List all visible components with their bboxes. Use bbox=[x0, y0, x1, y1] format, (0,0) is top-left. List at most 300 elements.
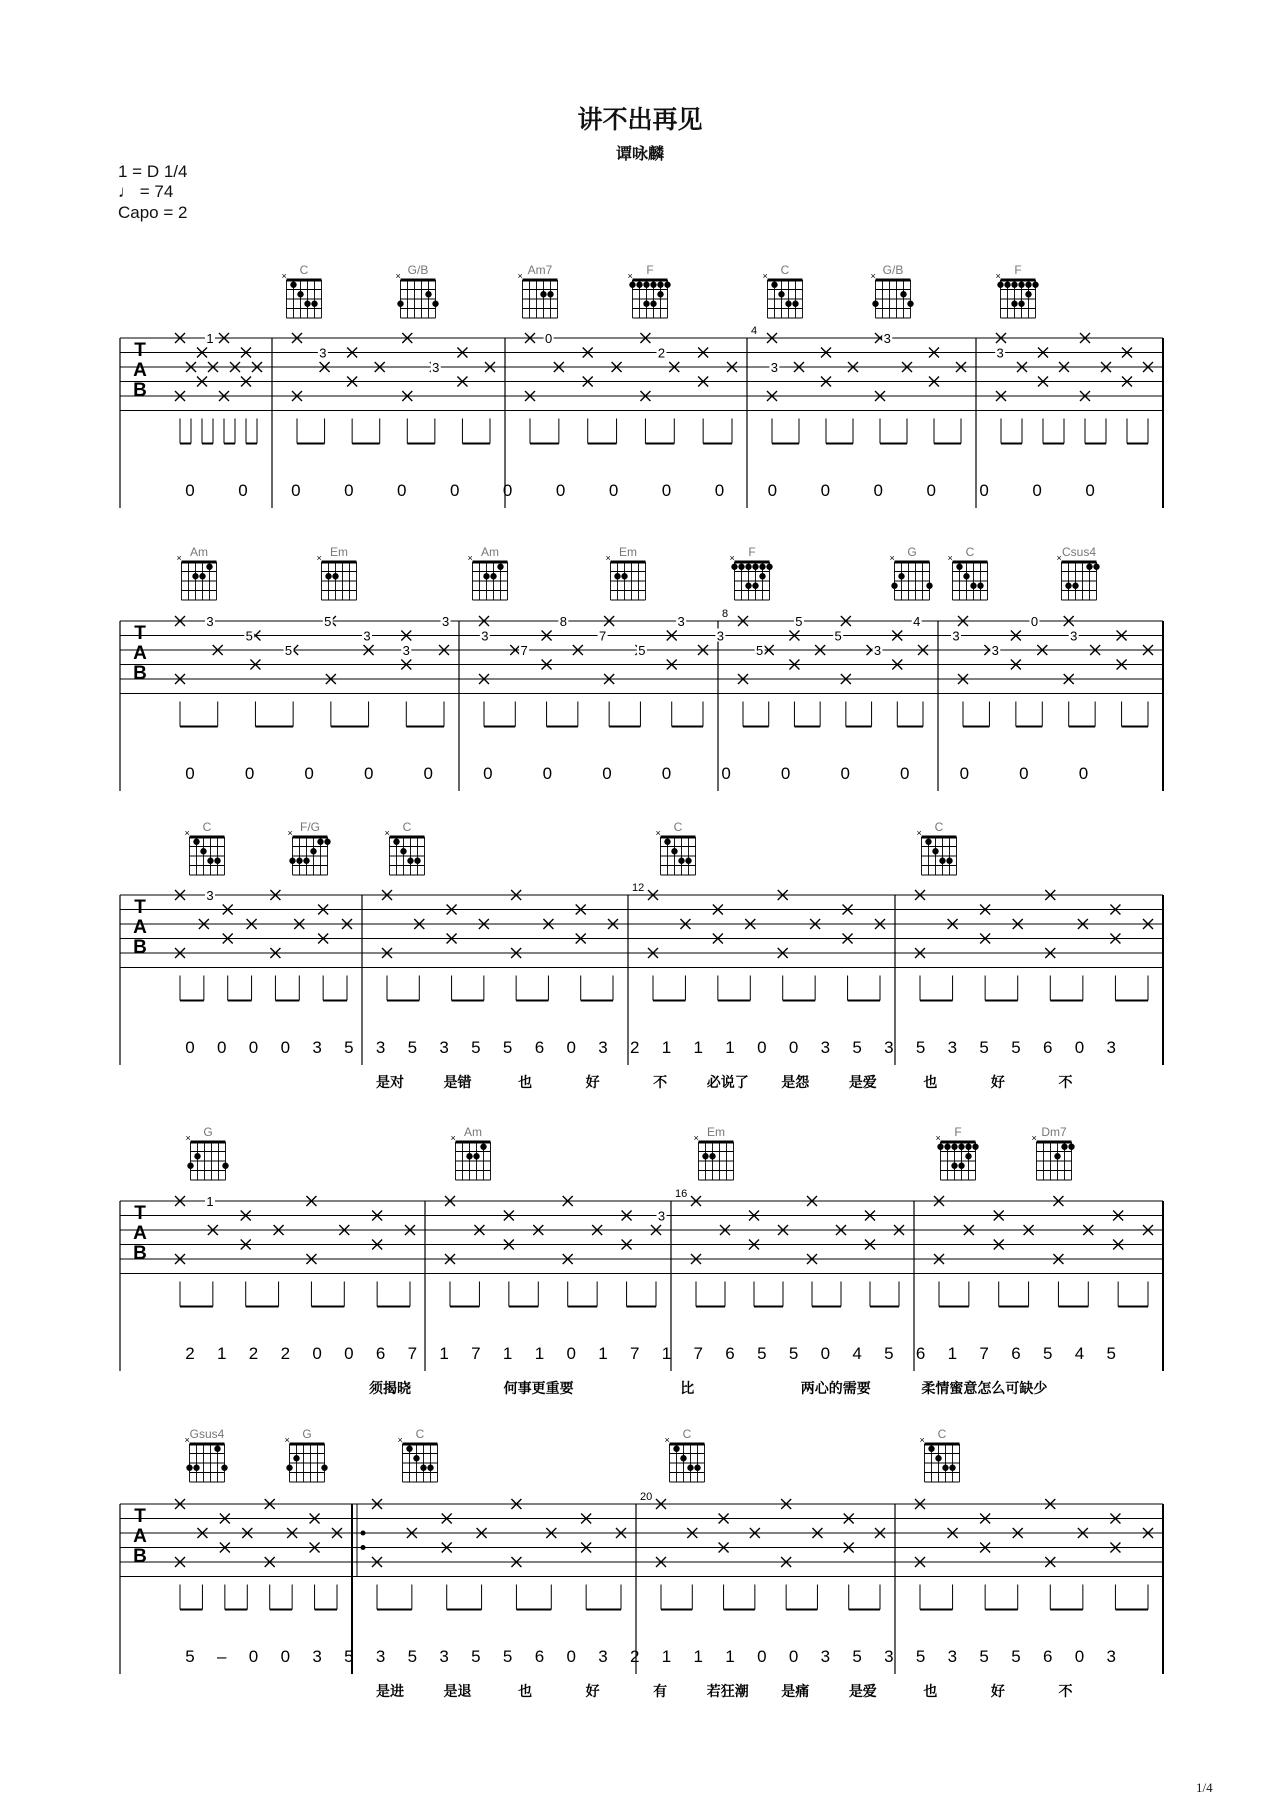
chord-dot bbox=[951, 1163, 957, 1169]
chord-diagram bbox=[385, 828, 425, 875]
chord-diagram bbox=[285, 1435, 328, 1482]
muted-string-icon: × bbox=[517, 271, 523, 281]
chord-dot bbox=[972, 1144, 978, 1150]
jianpu-note: 6 bbox=[534, 1647, 545, 1666]
chord-dot bbox=[939, 858, 945, 864]
chord-diagram bbox=[948, 553, 988, 600]
jianpu-note: – bbox=[217, 1647, 227, 1666]
muted-string-icon: × bbox=[176, 553, 182, 563]
jianpu-note: 3 bbox=[439, 1038, 449, 1057]
chord-dot bbox=[321, 1465, 327, 1471]
jianpu-note: 0 bbox=[873, 481, 884, 500]
chord-name: G bbox=[302, 1427, 312, 1441]
chord-diagram bbox=[996, 271, 1039, 318]
chord-dot bbox=[621, 573, 627, 579]
jianpu-note: 0 bbox=[291, 481, 301, 500]
muted-string-icon: × bbox=[281, 271, 287, 281]
chord-name: C bbox=[780, 263, 790, 277]
chord-dot bbox=[731, 564, 737, 570]
chord-dot bbox=[1011, 282, 1017, 288]
chord-dot bbox=[759, 573, 765, 579]
chord-dot bbox=[1093, 564, 1099, 570]
chord-name: Am bbox=[464, 1125, 482, 1139]
chord-dot bbox=[872, 301, 878, 307]
tab-clef-letter: A bbox=[133, 917, 147, 938]
tab-clef-letter: T bbox=[134, 623, 146, 644]
chord-dot bbox=[785, 301, 791, 307]
lyric-syllable: 是错 bbox=[443, 1075, 472, 1091]
muted-string-icon: × bbox=[384, 828, 390, 838]
chord-diagram bbox=[185, 1435, 228, 1482]
chord-diagram bbox=[665, 1435, 705, 1482]
lyric-syllable: 也 bbox=[518, 1075, 533, 1091]
measure-number: 20 bbox=[640, 1491, 653, 1503]
chord-dot bbox=[332, 573, 338, 579]
jianpu-note: 0 bbox=[185, 764, 195, 783]
jianpu-note: 0 bbox=[926, 481, 936, 500]
chord-name: Am7 bbox=[527, 263, 553, 277]
jianpu-note: 0 bbox=[780, 764, 791, 783]
chord-dot bbox=[325, 573, 331, 579]
chord-dot bbox=[497, 564, 503, 570]
tab-clef-letter: A bbox=[133, 360, 147, 381]
jianpu-note: 1 bbox=[947, 1344, 958, 1363]
chord-name: C bbox=[202, 820, 212, 834]
fret-number: 3 bbox=[873, 643, 882, 658]
chord-dot bbox=[1065, 583, 1071, 589]
muted-string-icon: × bbox=[889, 553, 895, 563]
tab-clef-letter: T bbox=[134, 340, 146, 361]
chord-dot bbox=[671, 848, 677, 854]
lyric-syllable: 好 bbox=[990, 1684, 1005, 1700]
fret-number: 7 bbox=[598, 628, 607, 644]
jianpu-note: 5 bbox=[502, 1038, 513, 1057]
jianpu-note: 5 bbox=[979, 1038, 989, 1057]
chord-dot bbox=[942, 1465, 948, 1471]
chord-diagram bbox=[694, 1133, 734, 1180]
chord-dot bbox=[1054, 1153, 1060, 1159]
jianpu-note: 0 bbox=[248, 1647, 259, 1666]
capo-marking: Capo = 2 bbox=[118, 203, 188, 222]
muted-string-icon: × bbox=[287, 828, 293, 838]
chord-dot bbox=[907, 301, 913, 307]
jianpu-note: 3 bbox=[1106, 1038, 1116, 1057]
jianpu-note: 0 bbox=[757, 1038, 767, 1057]
chord-dot bbox=[752, 564, 758, 570]
chord-dot bbox=[944, 1144, 950, 1150]
lyric-syllable: 是对 bbox=[376, 1075, 404, 1091]
jianpu-note: 0 bbox=[714, 481, 725, 500]
fret-number: 5 bbox=[245, 628, 253, 644]
fret-number: 1 bbox=[206, 331, 214, 346]
jianpu-note: 3 bbox=[947, 1038, 958, 1057]
measure-number: 4 bbox=[751, 325, 758, 337]
jianpu-note: 7 bbox=[693, 1344, 704, 1363]
jianpu-note: 0 bbox=[344, 1344, 354, 1363]
chord-dot bbox=[304, 301, 310, 307]
jianpu-note: 3 bbox=[947, 1647, 958, 1666]
jianpu-note: 0 bbox=[280, 1038, 291, 1057]
chord-dot bbox=[956, 564, 962, 570]
chord-dot bbox=[932, 848, 938, 854]
chord-dot bbox=[963, 573, 969, 579]
chord-dot bbox=[970, 583, 976, 589]
jianpu-note: 5 bbox=[1011, 1647, 1021, 1666]
muted-string-icon: × bbox=[1056, 553, 1062, 563]
muted-string-icon: × bbox=[184, 1435, 190, 1445]
chord-name: Csus4 bbox=[1061, 545, 1097, 559]
chord-dot bbox=[199, 573, 205, 579]
chord-name: Em bbox=[330, 545, 348, 559]
tab-clef-letter: A bbox=[133, 643, 147, 664]
chord-dot bbox=[949, 1465, 955, 1471]
chord-dot bbox=[222, 1163, 228, 1169]
chord-dot bbox=[937, 1144, 943, 1150]
fret-number: 5 bbox=[324, 614, 332, 629]
chord-dot bbox=[432, 301, 438, 307]
chord-dot bbox=[206, 564, 212, 570]
chord-dot bbox=[286, 1465, 292, 1471]
chord-diagram bbox=[1057, 553, 1100, 600]
muted-string-icon: × bbox=[450, 1133, 456, 1143]
chord-dot bbox=[187, 1163, 193, 1169]
chord-dot bbox=[407, 858, 413, 864]
chord-dot bbox=[891, 583, 897, 589]
fret-number: 3 bbox=[441, 614, 450, 629]
chord-dot bbox=[752, 583, 758, 589]
lyric-syllable: 柔情蜜意怎么可缺少 bbox=[921, 1381, 1048, 1397]
chord-name: C bbox=[402, 820, 412, 834]
jianpu-note: 2 bbox=[185, 1344, 195, 1363]
chord-dot bbox=[778, 291, 784, 297]
lyric-syllable: 也 bbox=[923, 1684, 938, 1700]
chord-name: F bbox=[646, 263, 654, 277]
jianpu-note: 0 bbox=[721, 764, 731, 783]
lyric-syllable: 两心的需要 bbox=[800, 1381, 871, 1397]
fret-number: 5 bbox=[284, 643, 293, 658]
chord-dot bbox=[702, 1153, 708, 1159]
jianpu-note: 0 bbox=[1019, 764, 1029, 783]
chord-dot bbox=[400, 848, 406, 854]
chord-dot bbox=[759, 564, 765, 570]
jianpu-note: 5 bbox=[502, 1647, 513, 1666]
chord-dot bbox=[771, 282, 777, 288]
chord-dot bbox=[193, 1465, 199, 1471]
fret-number: 1 bbox=[206, 1194, 214, 1209]
tab-clef-letter: B bbox=[133, 663, 147, 684]
jianpu-note: 0 bbox=[542, 764, 553, 783]
jianpu-note: 0 bbox=[661, 481, 672, 500]
fret-number: 3 bbox=[402, 643, 410, 658]
chord-dot bbox=[483, 573, 489, 579]
chord-name: C bbox=[673, 820, 683, 834]
muted-string-icon: × bbox=[316, 553, 322, 563]
muted-string-icon: × bbox=[916, 828, 922, 838]
tab-clef-letter: T bbox=[134, 897, 146, 918]
muted-string-icon: × bbox=[395, 271, 401, 281]
lyric-syllable: 是爱 bbox=[848, 1075, 877, 1091]
chord-name: Em bbox=[619, 545, 637, 559]
jianpu-note: 3 bbox=[439, 1647, 449, 1666]
chord-dot bbox=[221, 1465, 227, 1471]
chord-dot bbox=[473, 1153, 479, 1159]
jianpu-note: 3 bbox=[375, 1038, 386, 1057]
muted-string-icon: × bbox=[693, 1133, 699, 1143]
chord-dot bbox=[311, 301, 317, 307]
chord-dot bbox=[1018, 301, 1024, 307]
key-signature: 1 = D 1/4 bbox=[118, 162, 188, 181]
measure-number: 16 bbox=[675, 1188, 688, 1200]
chord-dot bbox=[951, 1144, 957, 1150]
chord-dot bbox=[200, 848, 206, 854]
fret-number: 3 bbox=[883, 331, 891, 346]
chord-dot bbox=[1061, 1144, 1067, 1150]
jianpu-note: 0 bbox=[185, 1038, 195, 1057]
jianpu-note: 0 bbox=[788, 1038, 799, 1057]
chord-name: F bbox=[1014, 263, 1022, 277]
jianpu-note: 5 bbox=[1106, 1344, 1116, 1363]
jianpu-note: 5 bbox=[407, 1038, 418, 1057]
chord-name: Am bbox=[190, 545, 208, 559]
chord-dot bbox=[1032, 282, 1038, 288]
chord-dot bbox=[745, 583, 751, 589]
lyric-syllable: 是痛 bbox=[781, 1684, 810, 1700]
jianpu-note: 3 bbox=[598, 1038, 608, 1057]
fret-number: 2 bbox=[657, 345, 666, 361]
jianpu-note: 3 bbox=[312, 1647, 322, 1666]
chord-dot bbox=[650, 301, 656, 307]
jianpu-note: 0 bbox=[820, 1344, 831, 1363]
chord-dot bbox=[324, 839, 330, 845]
lyric-syllable: 不 bbox=[653, 1075, 668, 1091]
jianpu-note: 0 bbox=[661, 764, 672, 783]
chord-dot bbox=[297, 291, 303, 297]
chord-diagram bbox=[185, 828, 225, 875]
tab-clef-letter: A bbox=[133, 1223, 147, 1244]
jianpu-note: 2 bbox=[629, 1038, 640, 1057]
chord-diagram bbox=[606, 553, 646, 600]
jianpu-note: 0 bbox=[602, 764, 612, 783]
chord-name: C bbox=[934, 820, 944, 834]
chord-diagram bbox=[288, 828, 331, 875]
fret-number: 3 bbox=[657, 1208, 666, 1224]
chord-name: Em bbox=[707, 1125, 725, 1139]
chord-dot bbox=[792, 301, 798, 307]
lyric-syllable: 好 bbox=[585, 1075, 600, 1091]
chord-dot bbox=[207, 858, 213, 864]
jianpu-note: 1 bbox=[725, 1647, 735, 1666]
jianpu-note: 5 bbox=[852, 1647, 862, 1666]
chord-dot bbox=[1018, 282, 1024, 288]
jianpu-note: 1 bbox=[217, 1344, 227, 1363]
chord-dot bbox=[643, 301, 649, 307]
chord-name: F bbox=[954, 1125, 962, 1139]
jianpu-note: 5 bbox=[915, 1038, 926, 1057]
tab-clef-letter: T bbox=[134, 1506, 146, 1527]
jianpu-note: 1 bbox=[725, 1038, 735, 1057]
fret-number: 5 bbox=[795, 614, 803, 629]
chord-dot bbox=[685, 858, 691, 864]
jianpu-note: 6 bbox=[375, 1344, 386, 1363]
chord-dot bbox=[935, 1455, 941, 1461]
jianpu-note: 3 bbox=[312, 1038, 322, 1057]
chord-dot bbox=[680, 1455, 686, 1461]
jianpu-note: 0 bbox=[566, 1344, 576, 1363]
fret-number: 3 bbox=[363, 628, 371, 644]
tab-clef-letter: T bbox=[134, 1203, 146, 1224]
chord-diagram bbox=[518, 271, 558, 318]
chord-diagram bbox=[282, 271, 322, 318]
chord-dot bbox=[1086, 564, 1092, 570]
jianpu-note: 3 bbox=[820, 1647, 831, 1666]
chord-dot bbox=[293, 1455, 299, 1461]
chord-diagram bbox=[398, 1435, 438, 1482]
jianpu-note: 0 bbox=[788, 1647, 799, 1666]
chord-dot bbox=[694, 1465, 700, 1471]
lyric-syllable: 好 bbox=[990, 1075, 1005, 1091]
chord-dot bbox=[186, 1465, 192, 1471]
chord-diagram bbox=[730, 553, 773, 600]
jianpu-note: 5 bbox=[407, 1647, 418, 1666]
muted-string-icon: × bbox=[919, 1435, 925, 1445]
chord-dot bbox=[643, 282, 649, 288]
chord-name: G/B bbox=[407, 263, 429, 277]
chord-dot bbox=[310, 848, 316, 854]
chord-diagram bbox=[1032, 1133, 1075, 1180]
jianpu-note: 0 bbox=[217, 1038, 227, 1057]
tab-clef-letter: B bbox=[133, 1546, 147, 1567]
chord-dot bbox=[977, 583, 983, 589]
jianpu-note: 0 bbox=[449, 481, 460, 500]
jianpu-note: 3 bbox=[1106, 1647, 1116, 1666]
muted-string-icon: × bbox=[627, 271, 633, 281]
jianpu-note: 0 bbox=[555, 481, 566, 500]
fret-number: 5 bbox=[834, 628, 842, 644]
page-number: 1/4 bbox=[1196, 1780, 1213, 1795]
jianpu-note: 0 bbox=[1085, 481, 1095, 500]
jianpu-note: 5 bbox=[1042, 1344, 1053, 1363]
chord-diagram bbox=[396, 271, 439, 318]
chord-dot bbox=[745, 564, 751, 570]
chord-diagram bbox=[920, 1435, 960, 1482]
muted-string-icon: × bbox=[655, 828, 661, 838]
fret-number: 3 bbox=[1070, 628, 1078, 644]
lyric-syllable: 必说了 bbox=[706, 1075, 749, 1091]
lyric-syllable: 是爱 bbox=[848, 1684, 877, 1700]
artist-name: 谭咏麟 bbox=[615, 144, 664, 163]
muted-string-icon: × bbox=[185, 1133, 191, 1143]
jianpu-note: 5 bbox=[757, 1344, 767, 1363]
fret-number: 3 bbox=[991, 643, 999, 658]
chord-dot bbox=[766, 564, 772, 570]
chord-name: C bbox=[415, 1427, 425, 1441]
chord-diagram bbox=[468, 553, 508, 600]
chord-dot bbox=[657, 282, 663, 288]
jianpu-note: 0 bbox=[502, 481, 513, 500]
chord-dot bbox=[664, 839, 670, 845]
jianpu-note: 0 bbox=[312, 1344, 322, 1363]
tab-clef-letter: B bbox=[133, 380, 147, 401]
jianpu-note: 5 bbox=[185, 1647, 195, 1666]
lyric-syllable: 是进 bbox=[376, 1684, 404, 1700]
lyric-syllable: 有 bbox=[653, 1684, 668, 1700]
lyric-syllable: 是怨 bbox=[781, 1075, 810, 1091]
jianpu-note: 0 bbox=[608, 481, 619, 500]
chord-diagram bbox=[871, 271, 914, 318]
fret-number: 3 bbox=[677, 614, 685, 629]
muted-string-icon: × bbox=[935, 1133, 941, 1143]
chord-diagram bbox=[628, 271, 671, 318]
jianpu-note: 1 bbox=[661, 1038, 672, 1057]
chord-dot bbox=[397, 301, 403, 307]
jianpu-note: 0 bbox=[423, 764, 433, 783]
chord-name: Am bbox=[481, 545, 499, 559]
chord-diagram bbox=[186, 1133, 229, 1180]
jianpu-note: 3 bbox=[884, 1647, 894, 1666]
jianpu-note: 0 bbox=[244, 764, 255, 783]
muted-string-icon: × bbox=[184, 828, 190, 838]
jianpu-note: 7 bbox=[629, 1344, 640, 1363]
fret-number: 3 bbox=[206, 614, 214, 629]
chord-dot bbox=[192, 573, 198, 579]
jianpu-note: 1 bbox=[693, 1647, 704, 1666]
chord-dot bbox=[480, 1144, 486, 1150]
fret-number: 8 bbox=[559, 614, 567, 629]
repeat-dot bbox=[361, 1545, 366, 1550]
chord-dot bbox=[709, 1153, 715, 1159]
lyric-syllable: 好 bbox=[585, 1684, 600, 1700]
chord-dot bbox=[296, 858, 302, 864]
lyric-syllable: 是退 bbox=[443, 1684, 472, 1700]
jianpu-note: 6 bbox=[1042, 1647, 1053, 1666]
jianpu-note: 5 bbox=[471, 1038, 481, 1057]
fret-number: 3 bbox=[432, 360, 440, 375]
chord-dot bbox=[425, 291, 431, 297]
tab-clef-letter: A bbox=[133, 1526, 147, 1547]
jianpu-note: 5 bbox=[852, 1038, 862, 1057]
jianpu-note: 0 bbox=[767, 481, 778, 500]
jianpu-note: 0 bbox=[900, 764, 910, 783]
chord-diagram bbox=[177, 553, 217, 600]
chord-diagram bbox=[917, 828, 957, 875]
muted-string-icon: × bbox=[762, 271, 768, 281]
jianpu-note: 0 bbox=[238, 481, 248, 500]
chord-diagram bbox=[936, 1133, 979, 1180]
chord-name: G bbox=[907, 545, 917, 559]
tempo-marking: ♩ = 74 bbox=[118, 182, 174, 201]
chord-dot bbox=[958, 1144, 964, 1150]
lyric-syllable: 不 bbox=[1058, 1684, 1073, 1700]
chord-dot bbox=[900, 291, 906, 297]
chord-dot bbox=[925, 839, 931, 845]
jianpu-note: 5 bbox=[1011, 1038, 1021, 1057]
fret-number: 5 bbox=[756, 643, 764, 658]
chord-dot bbox=[289, 858, 295, 864]
jianpu-note: 0 bbox=[979, 481, 989, 500]
lyric-syllable: 也 bbox=[923, 1075, 938, 1091]
jianpu-note: 4 bbox=[1074, 1344, 1085, 1363]
measure-number: 12 bbox=[632, 882, 645, 894]
chord-diagram bbox=[317, 553, 357, 600]
fret-number: 3 bbox=[206, 888, 214, 903]
chord-dot bbox=[194, 1153, 200, 1159]
jianpu-note: 3 bbox=[598, 1647, 608, 1666]
jianpu-note: 1 bbox=[693, 1038, 704, 1057]
jianpu-note: 0 bbox=[248, 1038, 259, 1057]
muted-string-icon: × bbox=[284, 1435, 290, 1445]
chord-dot bbox=[193, 839, 199, 845]
chord-dot bbox=[926, 583, 932, 589]
